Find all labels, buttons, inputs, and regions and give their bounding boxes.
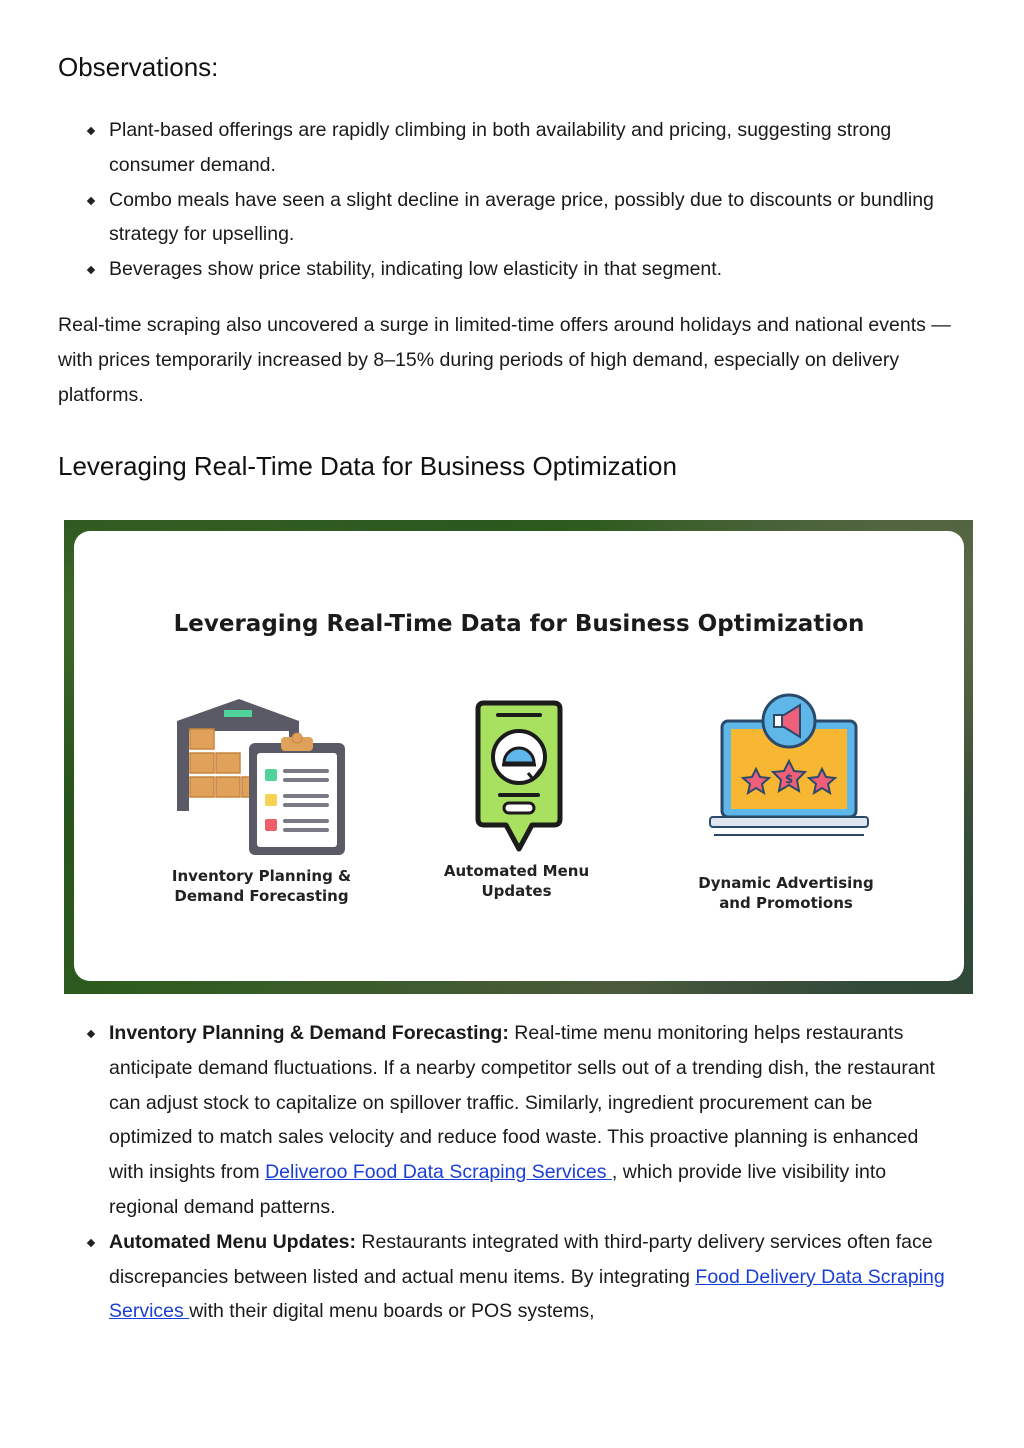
bullet-icon	[87, 127, 95, 135]
observations-list	[58, 113, 958, 287]
list-item: Combo meals have seen a slight decline in average price, possibly due to discounts or bundling strategy for upselling.	[58, 183, 958, 253]
caption-inventory: Inventory Planning & Demand Forecasting	[171, 867, 352, 905]
infographic-title: Leveraging Real-Time Data for Business Optimization	[173, 611, 865, 637]
bullet-icon	[87, 1030, 95, 1038]
observations-heading: Observations:	[58, 52, 219, 82]
laptop-megaphone-icon	[704, 691, 874, 841]
list-item: Inventory Planning & Demand Forecasting: Real-time menu monitoring helps restaurants anticipate demand fluctuations. If a nearby competitor sells out of a trending dish, the restaurant can adjust stock to capitalize on spillover traffic. Similarly, ingredient procurement can be optimized to match sales velocity and reduce food waste. This proactive planning is enhanced with insights from Deliveroo Food Data Scraping Services , which provide live visibility into regional demand patterns.	[58, 1016, 948, 1225]
caption-advertising: Dynamic Advertising and Promotions	[698, 874, 874, 912]
list-item: Plant-based offerings are rapidly climbing in both availability and pricing, suggesting strong consumer demand.	[58, 113, 958, 183]
bullet-icon	[87, 266, 95, 274]
deliveroo-scraping-link[interactable]: Deliveroo Food Data Scraping Services	[265, 1161, 612, 1184]
food-delivery-scraping-link[interactable]: Food Delivery Data Scraping Services	[109, 1265, 945, 1323]
item-title: Inventory Planning & Demand Forecasting:	[109, 1022, 509, 1044]
body-paragraph: Real-time scraping also uncovered a surge in limited-time offers around holidays and national events — with prices temporarily increased by 8–15% during periods of high demand, especially on delivery platforms.	[58, 314, 951, 406]
infographic-image	[64, 520, 973, 994]
list-item: Beverages show price stability, indicating low elasticity in that segment.	[58, 252, 958, 287]
list-item: Automated Menu Updates: Restaurants integrated with third-party delivery services often face discrepancies between listed and actual menu items. By integrating Food Delivery Data Scraping Services with their digital menu boards or POS systems,	[58, 1225, 948, 1329]
bullet-icon	[87, 1239, 95, 1247]
caption-menu-updates: Automated Menu Updates	[443, 862, 590, 900]
warehouse-clipboard-icon	[169, 691, 354, 866]
bullet-icon	[87, 196, 95, 204]
infographic-card	[74, 531, 964, 981]
svg-text:$: $	[784, 772, 794, 786]
item-title: Automated Menu Updates:	[109, 1230, 357, 1253]
details-list	[58, 1016, 948, 1329]
phone-menu-icon	[474, 699, 564, 859]
section-heading: Leveraging Real-Time Data for Business Optimization	[58, 451, 677, 481]
